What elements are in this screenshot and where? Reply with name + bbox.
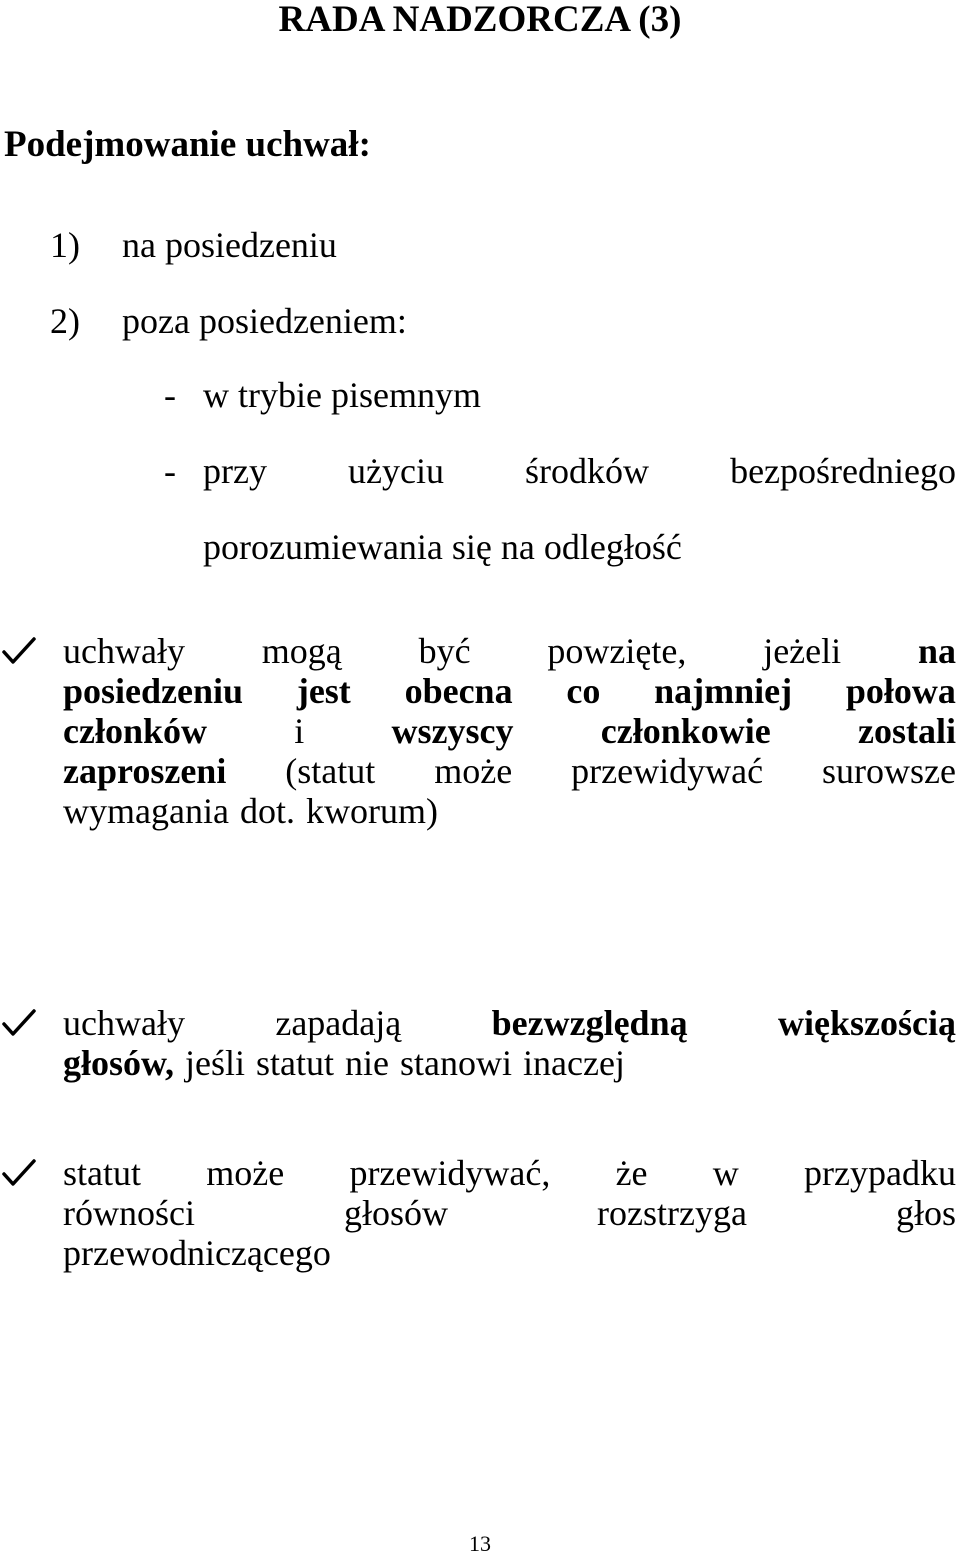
word: na: [917, 631, 956, 671]
dash-item-text: w trybie pisemnym: [203, 375, 481, 415]
word: jeżeli: [763, 631, 842, 671]
word: przewodniczącego: [63, 1233, 331, 1273]
page-title: RADA NADZORCZA (3): [278, 0, 682, 40]
checkmark-icon: [0, 631, 40, 671]
word: surowsze: [822, 751, 956, 791]
word: posiedzeniu: [63, 671, 244, 711]
word: przewidywać,: [349, 1153, 551, 1193]
text-line: [63, 1003, 956, 1043]
word: wymagania: [63, 791, 229, 831]
text-line: [63, 1193, 956, 1233]
word: jeśli: [185, 1043, 246, 1083]
list-item-text: poza posiedzeniem:: [122, 301, 407, 341]
word: w: [712, 1153, 739, 1193]
word: użyciu: [348, 451, 444, 491]
word: rozstrzyga: [597, 1193, 747, 1233]
word: inaczej: [523, 1043, 625, 1083]
word: zaproszeni: [63, 751, 227, 791]
word: statut: [256, 1043, 335, 1083]
word: bezwzględną: [491, 1003, 688, 1043]
word: głos: [895, 1193, 956, 1233]
word: uchwały: [63, 631, 185, 671]
word: statut: [63, 1153, 141, 1193]
word: przewidywać: [571, 751, 764, 791]
section-heading: Podejmowanie uchwał:: [4, 124, 371, 165]
word: głosów,: [63, 1043, 175, 1083]
word: obecna: [404, 671, 513, 711]
word: członkowie: [600, 711, 771, 751]
list-item-text: na posiedzeniu: [122, 225, 337, 265]
word: jest: [296, 671, 351, 711]
word: większością: [777, 1003, 956, 1043]
word: wszyscy: [391, 711, 514, 751]
check-item-2: [63, 1003, 956, 1083]
check-item-3: [63, 1153, 956, 1273]
word: przypadku: [804, 1153, 956, 1193]
word: nie: [345, 1043, 390, 1083]
checkmark-icon: [0, 1153, 40, 1193]
word: że: [615, 1153, 648, 1193]
dash-continuation: porozumiewania się na odległość: [203, 527, 682, 567]
text-line: [63, 791, 956, 831]
word: najmniej: [654, 671, 793, 711]
text-line: [63, 1153, 956, 1193]
word: powzięte,: [547, 631, 687, 671]
text-line: [63, 751, 956, 791]
text-line: [63, 711, 956, 751]
word: i: [294, 711, 305, 751]
page-number: 13: [469, 1531, 491, 1556]
word: zostali: [857, 711, 956, 751]
word: stanowi: [400, 1043, 513, 1083]
word: (statut: [285, 751, 376, 791]
text-line: [63, 1233, 956, 1273]
word: połowa: [845, 671, 956, 711]
word: członków: [63, 711, 207, 751]
word: być: [418, 631, 471, 671]
word: przy: [203, 451, 267, 491]
word: głosów: [344, 1193, 449, 1233]
text-line: [63, 631, 956, 671]
word: kworum): [305, 791, 438, 831]
list-number: 1): [50, 225, 80, 265]
word: uchwały: [63, 1003, 185, 1043]
word: może: [206, 1153, 285, 1193]
word: dot.: [239, 791, 295, 831]
word: co: [566, 671, 601, 711]
word: może: [434, 751, 513, 791]
word: bezpośredniego: [730, 451, 956, 491]
word: mogą: [261, 631, 342, 671]
word: środków: [525, 451, 650, 491]
word: równości: [63, 1193, 195, 1233]
word: zapadają: [275, 1003, 402, 1043]
list-number: 2): [50, 301, 80, 341]
checkmark-icon: [0, 1003, 40, 1043]
dash-bullet: -: [164, 375, 176, 415]
check-item-1: [63, 631, 956, 831]
text-line: [63, 671, 956, 711]
dash-item-text-justified: [203, 451, 956, 491]
text-line: [63, 1043, 956, 1083]
dash-bullet: -: [164, 451, 176, 491]
